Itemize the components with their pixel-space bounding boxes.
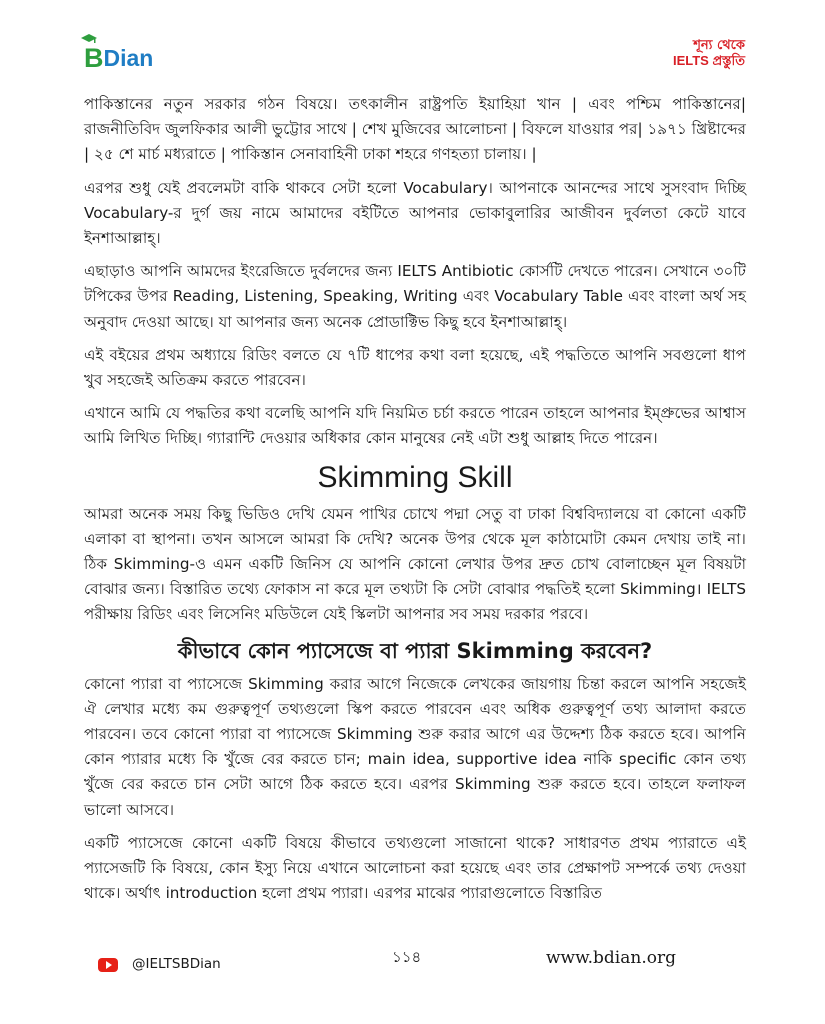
paragraph: পাকিস্তানের নতুন সরকার গঠন বিষয়ে। তৎকালীন রাষ্ট্রপতি ইয়াহিয়া খান | এবং পশ্চিম পাকিস্তানের| রাজনীতিবিদ জুলফিকার আলী ভুট্টোর সাথে | শেখ মুজিবের আলোচনা | বিফলে যাওয়ার পর| ১৯৭১ খ্রিষ্টাব্দের | ২৫ শে মার্চ মধ্যরাতে | পাকিস্তান সেনাবাহিনী ঢাকা শহরে গণহত্যা চালায়। | <box>84 95 746 164</box>
paragraph: এই বইয়ের প্রথম অধ্যায়ে রিডিং বলতে যে ৭টি ধাপের কথা বলা হয়েছে, এই পদ্ধতিতে আপনি সবগুলো ধাপ খুব সহজেই অতিক্রম করতে পারবেন। <box>84 345 746 390</box>
website-link[interactable]: www.bdian.org <box>546 948 676 968</box>
paragraph: এখানে আমি যে পদ্ধতির কথা বলেছি আপনি যদি নিয়মিত চর্চা করতে পারেন তাহলে আপনার ইম্প্রুভের আশ্বাস আমি লিখিত দিচ্ছি। গ্যারান্টি দেওয়ার অধিকার কোন মানুষের নেই এটা শুধু আল্লাহ দিতে পারেন। <box>84 404 746 448</box>
paragraph: কোনো প্যারা বা প্যাসেজে Skimming করার আগে নিজেকে লেখকের জায়গায় চিন্তা করলে আপনি সহজেই ঐ লেখার মধ্যে কম গুরুত্বপূর্ণ তথ্যগুলো স্কিপ করতে পারবেন এবং অধিক গুরুত্বপূর্ণ তথ্য আলাদা করতে পারবেন। তবে কোনো প্যারা বা প্যাসেজে Skimming শুরু করার আগে এর উদ্দেশ্য ঠিক করতে হবে। আপনি কোন প্যারার মধ্যে কি খুঁজে বের করতে চান; main idea, supportive idea নাকি specific কোন তথ্য খুঁজে বের করতে চান সেটা আগে ঠিক করতে হবে। এরপর Skimming শুরু করতে হবে। তাহলে ফলাফল ভালো আসবে। <box>84 674 746 819</box>
paragraph: এরপর শুধু যেই প্রবলেমটা বাকি থাকবে সেটা হলো Vocabulary। আপনাকে আনন্দের সাথে সুসংবাদ দিচ্ছি Vocabulary-র দুর্গ জয় নামে আমাদের বইটিতে আপনার ভোকাবুলারির আজীবন দুর্বলতা কেটে যাবে ইনশাআল্লাহ্। <box>84 178 746 248</box>
page-content <box>84 92 746 914</box>
page-footer <box>0 940 825 1000</box>
header-tagline <box>673 38 745 68</box>
graduation-cap-icon <box>81 34 97 44</box>
logo-letter-b: B <box>84 44 104 72</box>
section-heading: Skimming Skill <box>317 460 513 494</box>
tagline-line1: শূন্য থেকে <box>693 38 745 53</box>
subsection-heading: কীভাবে কোন প্যাসেজে বা প্যারা Skimming করবেন? <box>177 638 653 663</box>
paragraph: একটি প্যাসেজে কোনো একটি বিষয়ে কীভাবে তথ্যগুলো সাজানো থাকে? সাধারণত প্রথম প্যারাতে এই প্যাসেজটি কি বিষয়ে, কোন ইস্যু নিয়ে এখানে আলোচনা করা হয়েছে এবং তার প্রেক্ষাপট সম্পর্কে তথ্য দেওয়া থাকে। অর্থাৎ introduction হলো প্রথম প্যারা। এরপর মাঝের প্যারাগুলোতে বিস্তারিত <box>84 833 746 903</box>
youtube-handle-link[interactable]: @IELTSBDian <box>132 956 221 972</box>
page-header <box>0 0 825 90</box>
youtube-icon[interactable] <box>98 958 118 972</box>
logo-text: Dian <box>103 45 154 71</box>
paragraph: এছাড়াও আপনি আমদের ইংরেজিতে দুর্বলদের জন্য IELTS Antibiotic কোর্সটি দেখতে পারেন। সেখানে ৩০টি টপিকের উপর Reading, Listening, Speaking, Writing এবং Vocabulary Table এবং বাংলা অর্থ সহ অনুবাদ দেওয়া আছে। যা আপনার জন্য অনেক প্রোডাক্টিভ কিছু হবে ইনশাআল্লাহ্। <box>84 262 746 331</box>
bdian-logo <box>84 44 153 72</box>
tagline-line2: IELTS প্রস্তুতি <box>672 53 745 68</box>
page-number: ১১৪ <box>392 948 422 966</box>
paragraph: আমরা অনেক সময় কিছু ভিডিও দেখি যেমন পাখির চোখে পদ্মা সেতু বা ঢাকা বিশ্ববিদ্যালয়ে বা কোনো একটি এলাকা বা স্থাপনা। তখন আসলে আমরা কি দেখি? অনেক উপর থেকে মূল কাঠামোটা কেমন দেখায় তাই না। ঠিক Skimming-ও এমন একটি জিনিস যে আপনি কোনো লেখার উপর দ্রুত চোখ বোলাচ্ছেন মূল বিষয়টা বোঝার জন্য। বিস্তারিত তথ্যে ফোকাস না করে মূল তথ্যটা কি সেটা বোঝার পদ্ধতিই হলো Skimming। IELTS পরীক্ষায় রিডিং এবং লিসেনিং মডিউলে যেই স্কিলটা আপনার সব সময় দরকার পরবে। <box>84 504 746 624</box>
